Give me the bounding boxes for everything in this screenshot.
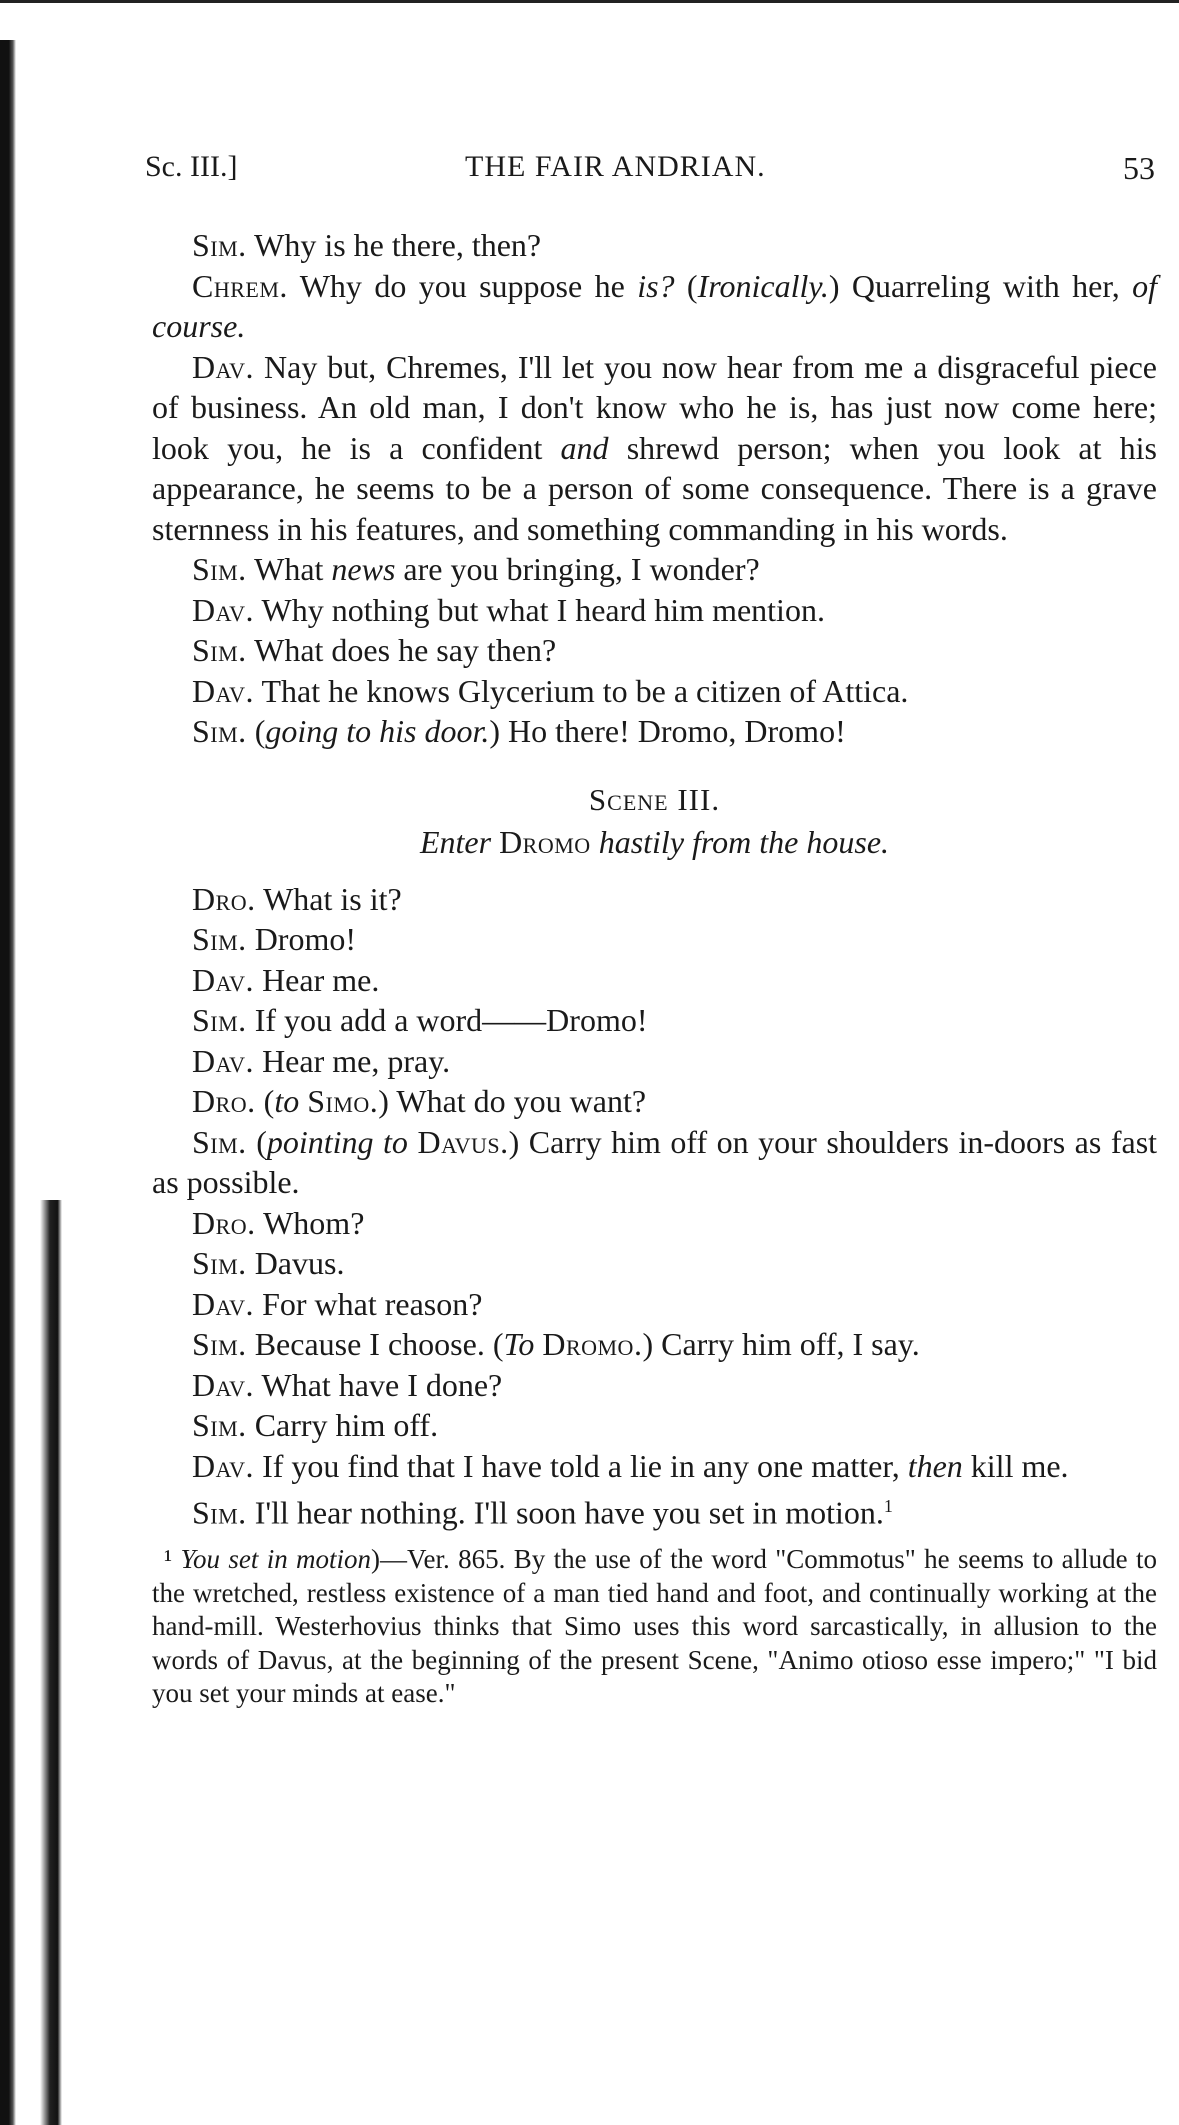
line-text: shrewd person; when you look at his appearance, he seems to be a person of some consequence. There is a grave sternness in his features, and something commanding in his words. bbox=[152, 429, 1158, 547]
dialogue-line bbox=[152, 1446, 1157, 1487]
footnote bbox=[152, 1543, 1157, 1711]
dialogue-line bbox=[152, 1405, 1157, 1446]
speaker-name: Dro. bbox=[192, 880, 256, 917]
dialogue-line bbox=[152, 1324, 1157, 1365]
line-text: Because I choose. ( bbox=[246, 1326, 504, 1362]
line-text: are you bringing, I wonder? bbox=[395, 551, 760, 587]
line-text: Why nothing but what I heard him mention. bbox=[254, 591, 825, 628]
line-text: Nay but, Chremes, I'll let you now hear from me a disgraceful piece of business. An old man, I don't know who he is, has just now come here; look you, he is a confident bbox=[152, 348, 1157, 466]
dialogue-line bbox=[152, 1000, 1157, 1041]
dialogue-line bbox=[152, 1365, 1157, 1406]
dialogue-line bbox=[152, 225, 1157, 266]
line-text: What does he say then? bbox=[246, 632, 557, 668]
speaker-name: Sim. bbox=[192, 1245, 247, 1281]
character-name: Davus. bbox=[417, 1123, 509, 1160]
line-text: If you find that I have told a lie in any one matter, bbox=[254, 1447, 908, 1484]
header-section: Sc. III.] bbox=[145, 150, 238, 183]
italic-text: going to his door. bbox=[265, 713, 490, 749]
speaker-name: Sim. bbox=[192, 1326, 247, 1362]
running-header bbox=[145, 150, 1155, 200]
line-text: ( bbox=[246, 713, 266, 749]
dialogue-block bbox=[152, 225, 1157, 752]
italic-text: You set in motion bbox=[180, 1544, 372, 1575]
dialogue-line bbox=[152, 960, 1157, 1001]
dialogue-line bbox=[152, 347, 1157, 550]
line-text: ) Quarreling with her, bbox=[828, 267, 1133, 304]
speaker-name: Dav. bbox=[192, 1447, 255, 1484]
line-text: Hear me, pray. bbox=[254, 1042, 451, 1079]
footnote-marker: ¹ bbox=[164, 1544, 173, 1575]
line-text: kill me. bbox=[962, 1447, 1069, 1484]
line-text: Hear me. bbox=[254, 961, 380, 998]
speaker-name: Dav. bbox=[192, 591, 255, 628]
line-text: ( bbox=[674, 267, 698, 304]
speaker-name: Sim. bbox=[192, 1123, 247, 1160]
speaker-name: Chrem. bbox=[192, 267, 288, 304]
dialogue-line bbox=[152, 1486, 1157, 1533]
dialogue-line bbox=[152, 1041, 1157, 1082]
binding-shadow bbox=[0, 40, 16, 2125]
speaker-name: Dav. bbox=[192, 1366, 255, 1403]
dialogue-line bbox=[152, 266, 1157, 347]
line-text: )—Ver. 865. By the use of the word "Commotus" he seems to allude to the wretched, restless existence of a man tied hand and foot, and continually working at the hand-mill. Westerhovius thinks that Simo uses this word sarcastically, in allusion to the words of Davus, at the beginning of the present Scene, "Animo otioso esse impero;" "I bid you set your minds at ease." bbox=[152, 1544, 1157, 1709]
dialogue-line bbox=[152, 671, 1157, 712]
page-number: 53 bbox=[1123, 150, 1155, 186]
line-text: Davus. bbox=[246, 1245, 345, 1281]
line-text: If you add a word——Dromo! bbox=[246, 1002, 648, 1038]
line-text: That he knows Glycerium to be a citizen of Attica. bbox=[254, 672, 909, 709]
speaker-name: Dav. bbox=[192, 1285, 255, 1322]
dialogue-line bbox=[152, 919, 1157, 960]
line-text: ) Ho there! Dromo, Dromo! bbox=[489, 713, 846, 749]
header-title: THE FAIR ANDRIAN. bbox=[465, 150, 766, 183]
stage-name: Dromo bbox=[499, 823, 591, 860]
line-text: ) Carry him off on your shoulders in-doors as fast as possible. bbox=[152, 1123, 1158, 1200]
stage-prefix: Enter bbox=[419, 823, 492, 860]
italic-text: then bbox=[907, 1447, 963, 1484]
dialogue-line bbox=[152, 1203, 1157, 1244]
line-text: ) What do you want? bbox=[378, 1083, 647, 1119]
page-body bbox=[152, 225, 1157, 1711]
stage-suffix: hastily from the house. bbox=[598, 823, 890, 860]
dialogue-line bbox=[152, 711, 1157, 752]
line-text: I'll hear nothing. I'll soon have you set in motion. bbox=[246, 1494, 884, 1531]
dialogue-line bbox=[152, 1243, 1157, 1284]
dialogue-line bbox=[152, 879, 1157, 920]
speaker-name: Sim. bbox=[192, 227, 247, 263]
speaker-name: Sim. bbox=[192, 632, 247, 668]
line-text: Dromo! bbox=[246, 921, 356, 957]
footnote-reference: 1 bbox=[883, 1496, 893, 1516]
character-name: Simo. bbox=[307, 1083, 379, 1119]
speaker-name: Sim. bbox=[192, 1002, 247, 1038]
binding-shadow-lower bbox=[40, 1200, 62, 2125]
dialogue-line bbox=[152, 1284, 1157, 1325]
line-text: Why do you suppose he bbox=[287, 267, 638, 304]
scene-dialogue-block bbox=[152, 879, 1157, 1534]
dialogue-line bbox=[152, 590, 1157, 631]
line-text: For what reason? bbox=[254, 1285, 483, 1322]
dialogue-line bbox=[152, 630, 1157, 671]
dialogue-line bbox=[152, 1122, 1157, 1203]
dialogue-line bbox=[152, 549, 1157, 590]
line-text: What is it? bbox=[255, 880, 402, 917]
speaker-name: Dro. bbox=[192, 1204, 256, 1241]
speaker-name: Sim. bbox=[192, 713, 247, 749]
line-text: ) Carry him off, I say. bbox=[642, 1326, 920, 1362]
italic-text: pointing to bbox=[266, 1123, 408, 1160]
line-text: Carry him off. bbox=[246, 1407, 439, 1443]
speaker-name: Sim. bbox=[192, 921, 247, 957]
line-text: ( bbox=[255, 1083, 275, 1119]
italic-text: is? bbox=[637, 267, 675, 304]
stage-direction bbox=[152, 824, 1157, 861]
speaker-name: Sim. bbox=[192, 551, 247, 587]
italic-text: of course. bbox=[152, 267, 1157, 344]
line-text: Why is he there, then? bbox=[246, 227, 542, 263]
speaker-name: Dav. bbox=[192, 672, 255, 709]
line-text: ( bbox=[246, 1123, 267, 1160]
speaker-name: Dav. bbox=[192, 961, 255, 998]
speaker-name: Sim. bbox=[192, 1407, 247, 1443]
italic-text: and bbox=[560, 429, 609, 466]
character-name: Dromo. bbox=[542, 1326, 643, 1362]
speaker-name: Dro. bbox=[192, 1083, 256, 1119]
speaker-name: Sim. bbox=[192, 1494, 247, 1531]
dialogue-line bbox=[152, 1081, 1157, 1122]
page-top-edge bbox=[0, 0, 1179, 3]
line-text: What bbox=[246, 551, 332, 587]
italic-text: To bbox=[503, 1326, 535, 1362]
italic-text: Ironically. bbox=[697, 267, 829, 304]
speaker-name: Dav. bbox=[192, 348, 255, 385]
scene-heading: Scene III. bbox=[588, 781, 721, 817]
italic-text: to bbox=[274, 1083, 300, 1119]
line-text: Whom? bbox=[255, 1204, 365, 1241]
speaker-name: Dav. bbox=[192, 1042, 255, 1079]
line-text: What have I done? bbox=[254, 1366, 503, 1403]
italic-text: news bbox=[331, 551, 396, 587]
